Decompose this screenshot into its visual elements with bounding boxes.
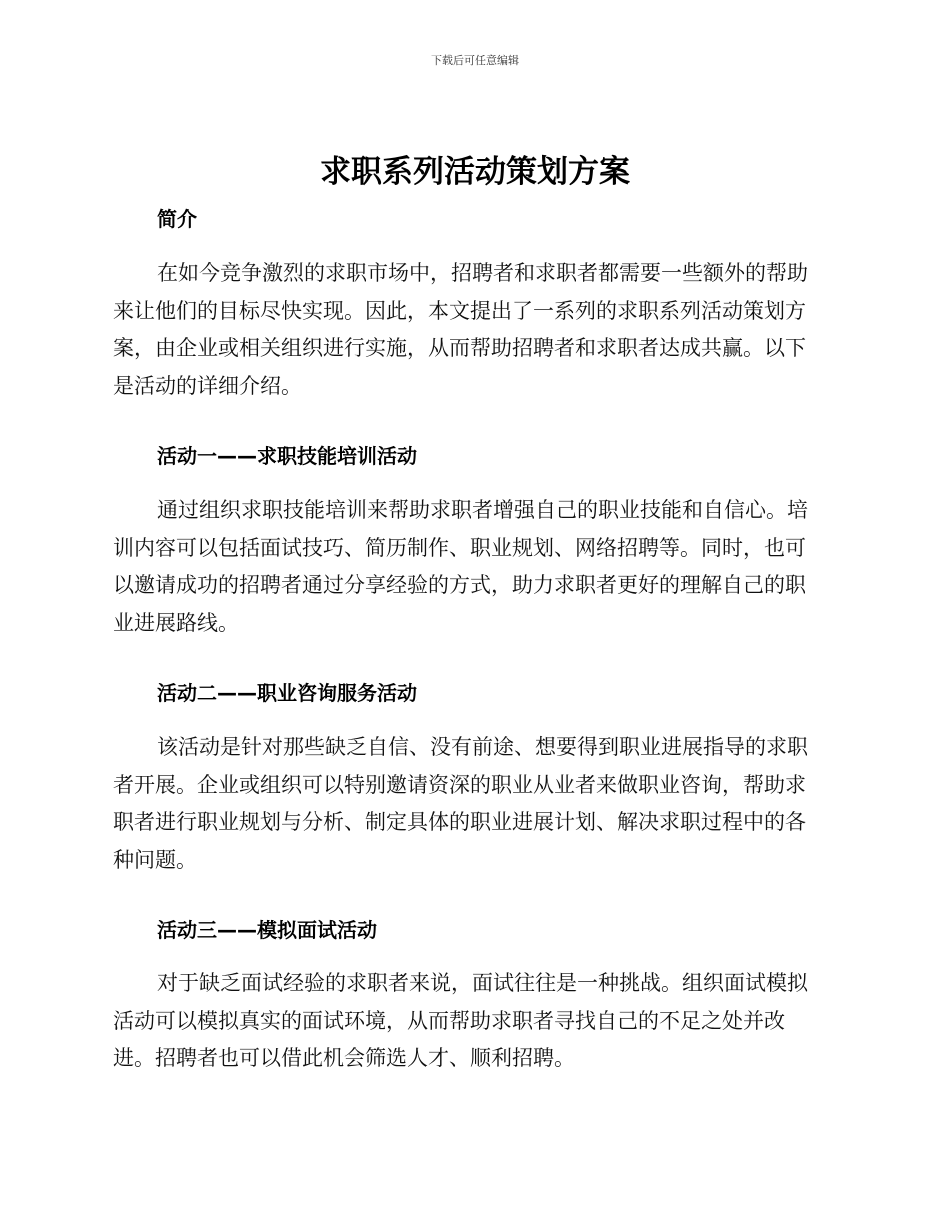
paragraph-line: 案，由企业或相关组织进行实施，从而帮助招聘者和求职者达成共赢。以下 xyxy=(113,336,806,360)
paragraph-line: 在如今竞争激烈的求职市场中，招聘者和求职者都需要一些额外的帮助 xyxy=(157,261,808,285)
page-header: 下载后可任意编辑 xyxy=(431,54,519,67)
paragraph-line: 种问题。 xyxy=(113,847,197,872)
paragraph-line: 职者进行职业规划与分析、制定具体的职业进展计划、解决求职过程中的各 xyxy=(113,810,806,834)
paragraph-line: 通过组织求职技能培训来帮助求职者增强自己的职业技能和自信心。培 xyxy=(157,498,808,522)
section-paragraph-intro xyxy=(113,255,833,405)
paragraph-line: 对于缺乏面试经验的求职者来说，面试往往是一种挑战。组织面试模拟 xyxy=(157,971,808,995)
paragraph-line: 进。招聘者也可以借此机会筛选人才、顺利招聘。 xyxy=(113,1046,575,1070)
document-title: 求职系列活动策划方案 xyxy=(320,154,630,190)
paragraph-line: 该活动是针对那些缺乏自信、没有前途、想要得到职业进展指导的求职 xyxy=(157,735,808,759)
paragraph-line: 业进展路线。 xyxy=(113,610,239,635)
paragraph-line: 训内容可以包括面试技巧、简历制作、职业规划、网络招聘等。同时，也可 xyxy=(113,535,806,560)
section-heading-intro: 简介 xyxy=(157,207,197,231)
paragraph-line: 者开展。企业或组织可以特别邀请资深的职业从业者来做职业咨询，帮助求 xyxy=(113,772,806,797)
paragraph-line: 来让他们的目标尽快实现。因此，本文提出了一系列的求职系列活动策划方 xyxy=(113,298,806,323)
paragraph-line: 是活动的详细介绍。 xyxy=(113,373,302,398)
section-heading-activity-3: 活动三——模拟面试活动 xyxy=(157,918,377,942)
section-paragraph-activity-3 xyxy=(113,965,833,1078)
section-paragraph-activity-1 xyxy=(113,492,833,642)
paragraph-line: 活动可以模拟真实的面试环境，从而帮助求职者寻找自己的不足之处并改 xyxy=(113,1008,785,1033)
paragraph-line: 以邀请成功的招聘者通过分享经验的方式，助力求职者更好的理解自己的职 xyxy=(113,573,806,597)
section-heading-activity-2: 活动二——职业咨询服务活动 xyxy=(157,681,417,705)
section-heading-activity-1: 活动一——求职技能培训活动 xyxy=(157,444,417,468)
section-paragraph-activity-2 xyxy=(113,729,833,879)
